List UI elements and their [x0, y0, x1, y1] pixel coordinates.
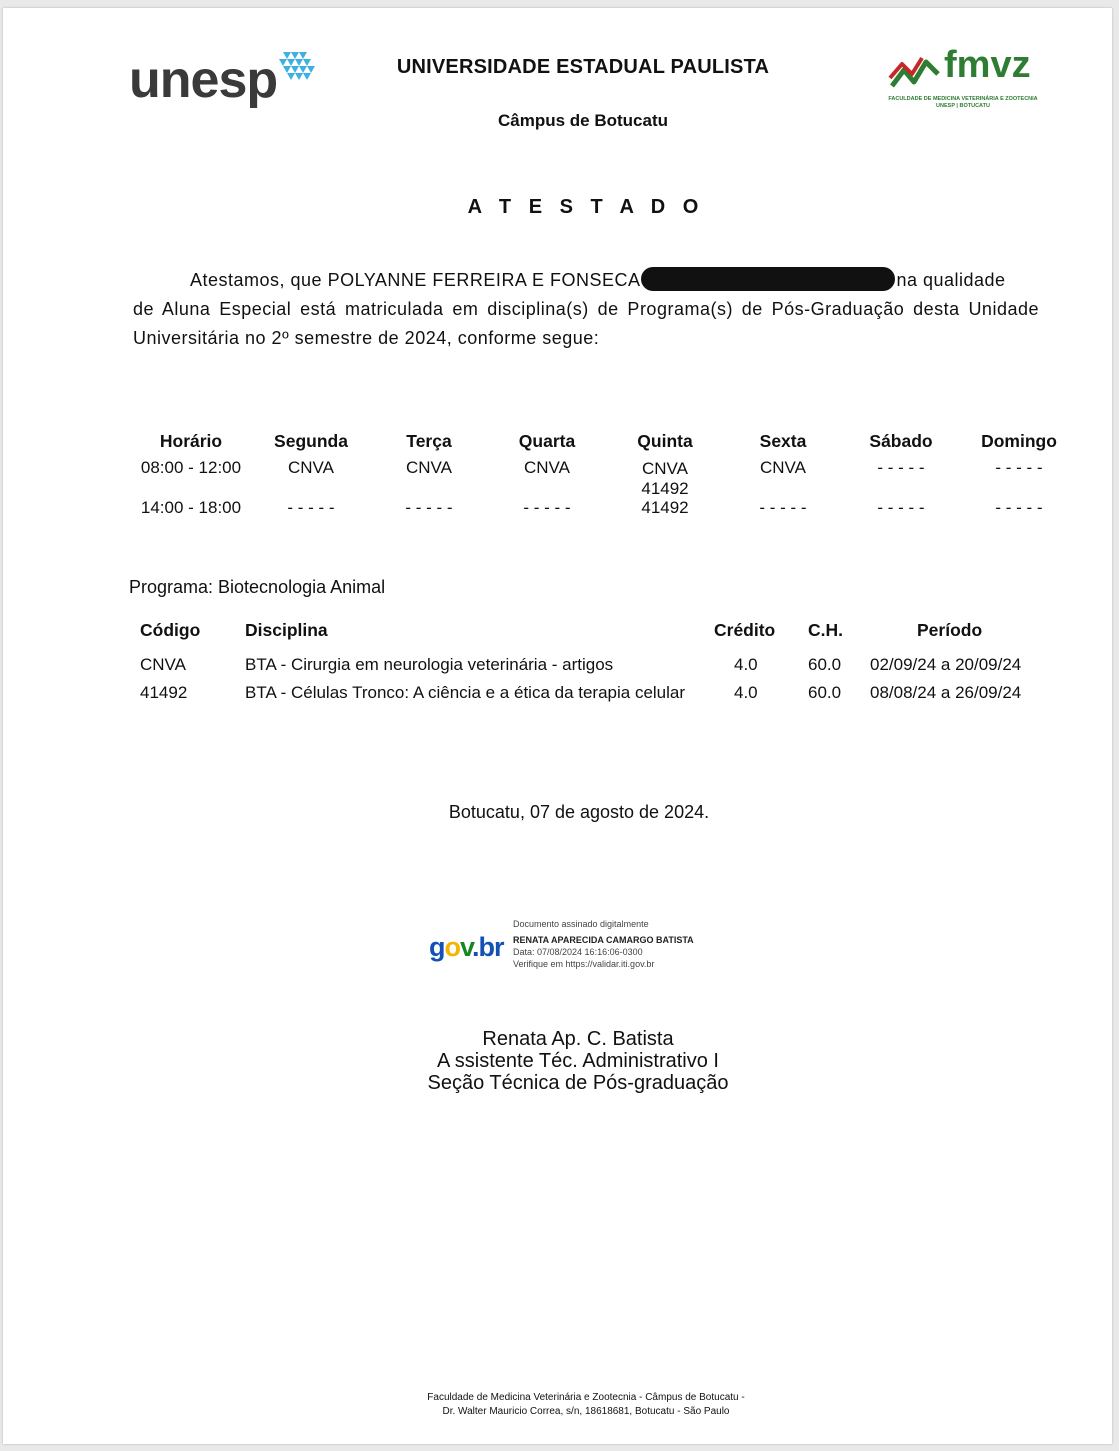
attestation-paragraph	[133, 266, 1039, 353]
disc-row-ch: 60.0	[808, 683, 842, 702]
disc-header-credito: Crédito	[714, 620, 776, 640]
schedule-cell: CNVA	[642, 459, 688, 478]
university-name: UNIVERSIDADE ESTADUAL PAULISTA	[396, 56, 770, 78]
stamp-text	[513, 918, 694, 970]
schedule-cell: - - - - -	[759, 498, 807, 517]
footer-line-2: Dr. Walter Mauricio Correa, s/n, 18618681, Botucatu - São Paulo	[442, 1406, 730, 1417]
redaction-bar	[641, 267, 895, 291]
schedule-header: Sábado	[869, 431, 933, 451]
disc-header-periodo: Período	[917, 620, 983, 640]
schedule-cell: 41492	[641, 498, 689, 517]
place-date: Botucatu, 07 de agosto de 2024.	[448, 802, 710, 822]
program-name: Programa: Biotecnologia Animal	[129, 577, 386, 597]
disc-header-codigo: Código	[140, 620, 201, 640]
campus-name: Câmpus de Botucatu	[497, 111, 669, 130]
schedule-cell: CNVA	[760, 458, 806, 477]
disc-row-periodo: 02/09/24 a 20/09/24	[870, 655, 1022, 674]
disc-row-codigo: 41492	[140, 683, 188, 702]
schedule-header: Horário	[159, 431, 223, 451]
schedule-cell: CNVA	[406, 458, 452, 477]
schedule-header: Quinta	[637, 431, 693, 451]
disc-header-ch: C.H.	[808, 620, 843, 640]
stamp-line-4: Verifique em https://validar.iti.gov.br	[513, 959, 655, 969]
disc-row-codigo: CNVA	[140, 655, 186, 674]
schedule-cell: - - - - -	[877, 458, 925, 477]
schedule-cell: - - - - -	[287, 498, 335, 517]
schedule-cell: - - - - -	[405, 498, 453, 517]
paragraph-line-1	[133, 266, 1039, 295]
fmvz-tagline	[888, 96, 1038, 110]
disc-header-disciplina: Disciplina	[245, 620, 328, 640]
fmvz-logo-text: fmvz	[944, 44, 1031, 86]
schedule-cell: 41492	[641, 479, 689, 498]
disc-row-credito: 4.0	[734, 683, 758, 702]
schedule-cell: 08:00 - 12:00	[140, 458, 242, 477]
disc-row-disciplina: BTA - Células Tronco: A ciência e a ética da terapia celular	[245, 683, 686, 702]
paragraph-body: de Aluna Especial está matriculada em disciplina(s) de Programa(s) de Pós-Graduação desta Unidade Universitária no 2º semestre de 2024, conforme segue:	[133, 299, 1039, 348]
schedule-cell: 14:00 - 18:00	[140, 498, 242, 517]
fmvz-tagline-1: FACULDADE DE MEDICINA VETERINÁRIA E ZOOTECNIA	[888, 96, 1038, 102]
signer-role: A ssistente Téc. Administrativo I	[437, 1050, 719, 1072]
digital-signature-stamp	[429, 918, 709, 978]
fmvz-mountain-icon	[888, 52, 942, 92]
footer-line-1: Faculdade de Medicina Veterinária e Zootecnia - Câmpus de Botucatu -	[427, 1392, 745, 1403]
schedule-header: Terça	[406, 431, 452, 451]
schedule-cell: CNVA	[288, 458, 334, 477]
schedule-cell: - - - - -	[995, 498, 1043, 517]
stamp-signer-name: RENATA APARECIDA CAMARGO BATISTA	[513, 935, 694, 945]
unesp-logo-text: unesp	[129, 51, 278, 109]
fmvz-logo	[888, 44, 1038, 110]
signature-block	[3, 1028, 1119, 1094]
schedule-cell: - - - - -	[523, 498, 571, 517]
govbr-logo: gov.br	[429, 932, 504, 962]
fmvz-tagline-2: UNESP | BOTUCATU	[936, 103, 990, 109]
page-footer	[3, 1391, 1119, 1419]
schedule-cell: - - - - -	[877, 498, 925, 517]
schedule-cell: CNVA	[524, 458, 570, 477]
stamp-line-3: Data: 07/08/2024 16:16:06-0300	[513, 947, 643, 957]
schedule-header: Domingo	[981, 431, 1057, 451]
schedule-header: Segunda	[274, 431, 348, 451]
signer-section: Seção Técnica de Pós-graduação	[427, 1072, 729, 1094]
disc-row-ch: 60.0	[808, 655, 842, 674]
schedule-header: Quarta	[518, 431, 576, 451]
signer-name: Renata Ap. C. Batista	[482, 1028, 674, 1050]
disc-row-credito: 4.0	[734, 655, 758, 674]
paragraph-continuation: na qualidade	[896, 270, 1006, 290]
document-title: A T E S T A D O	[467, 196, 705, 218]
stamp-line-1: Documento assinado digitalmente	[513, 919, 649, 929]
paragraph-start: Atestamos, que POLYANNE FERREIRA E FONSECA	[190, 270, 641, 290]
disc-row-disciplina: BTA - Cirurgia em neurologia veterinária - artigos	[245, 655, 614, 674]
disc-row-periodo: 08/08/24 a 26/09/24	[870, 683, 1022, 702]
document-page	[3, 8, 1112, 1444]
schedule-cell: - - - - -	[995, 458, 1043, 477]
schedule-header: Sexta	[759, 431, 807, 451]
